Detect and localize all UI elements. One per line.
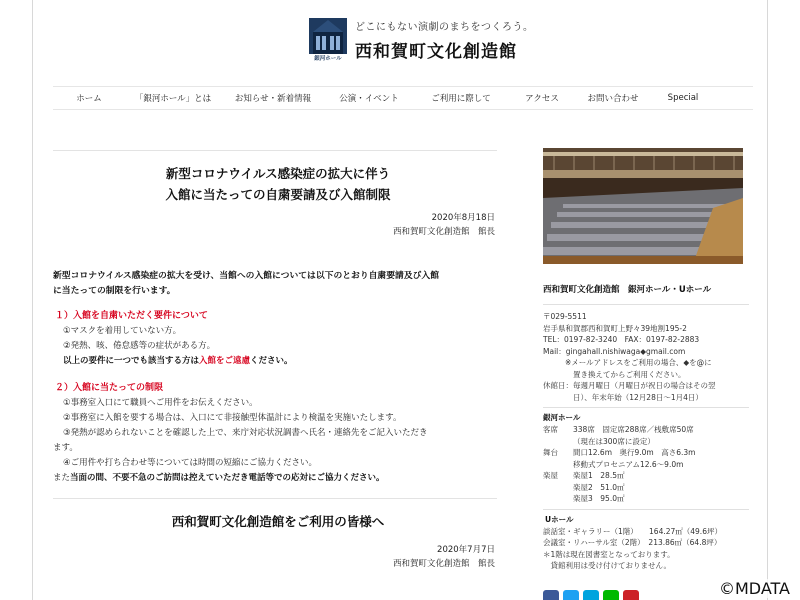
nav-news[interactable]: お知らせ・新着情報 (234, 94, 312, 104)
section1-item: ①マスクを着用していない方。 (63, 326, 182, 336)
sidebar (543, 148, 749, 572)
spec-row (543, 493, 749, 505)
address: 岩手県和賀郡西和賀町上野々39地割195-2 (543, 323, 687, 333)
section2-item: ④ご用件や打ち合わせ等については時間の短縮にご協力ください。 (63, 458, 317, 468)
postal-code: 〒029-5511 (543, 312, 587, 321)
spec-row (543, 470, 749, 482)
ginga-hall-heading: 銀河ホール (543, 413, 581, 422)
section2-closing (53, 471, 503, 486)
u-hall-spec (543, 526, 749, 572)
notice2-title: 西和賀町文化創造館をご利用の皆様へ (171, 514, 385, 529)
tel-fax: TEL：0197-82-3240 FAX：0197-82-2883 (543, 335, 700, 344)
notice-intro (53, 269, 503, 299)
notice-date: 2020年8月18日 (431, 213, 495, 223)
u-hall-row: 談話室・ギャラリー（1階） 164.27㎡（49.6坪） (543, 526, 722, 536)
divider (53, 150, 497, 151)
nav-contact[interactable]: お問い合わせ (587, 94, 639, 104)
u-hall-note: ＊1階は現在図書室となっております。 (543, 549, 675, 559)
spec-key: 舞台 (543, 448, 558, 457)
section2-closing-bold: 当面の間、不要不急のご訪問は控えていただき電話等での応対にご協力ください。 (70, 473, 385, 483)
mail-note: ※メールアドレスをご利用の場合、◆を@に (565, 358, 712, 367)
spec-value: 楽屋2 51.0㎡ (573, 482, 625, 492)
u-hall-row: 会議室・リハーサル室（2階） 213.86㎡（64.8坪） (543, 538, 722, 547)
closed-days-cont: 日）、年末年始（12月28日～1月4日） (573, 392, 703, 402)
notice-title-line1: 新型コロナウイルス感染症の拡大に伴う (165, 166, 391, 181)
site-logo[interactable] (307, 16, 534, 64)
u-hall-note: 貸館利用は受け付けておりません。 (543, 561, 671, 570)
section1-heading: １）入館を自粛いただく要件について (55, 311, 208, 321)
notice-signature: 西和賀町文化創造館 館長 (392, 227, 495, 237)
section1-note-post: ください。 (250, 356, 293, 366)
spec-row (543, 424, 749, 436)
share-buttons (543, 590, 643, 600)
notice2-date: 2020年7月7日 (437, 545, 495, 555)
nav-access[interactable]: アクセス (525, 94, 559, 104)
section1-item: ②発熱、咳、倦怠感等の症状がある方。 (63, 341, 216, 351)
facebook-share-icon[interactable] (543, 590, 559, 600)
notice-title (53, 163, 503, 205)
site-title: 西和賀町文化創造館 (355, 42, 517, 62)
mail-address: Mail：gingahall.nishiwaga◆gmail.com (543, 346, 686, 356)
mail-note: 置き換えてからご利用ください。 (573, 369, 686, 379)
intro-line1: 新型コロナウイルス感染症の拡大を受け、当館への入館については以下のとおり自粛要請及び入館 (53, 271, 440, 281)
global-nav (53, 86, 753, 110)
spec-value: 移動式プロセニアム12.6～9.0m (573, 459, 684, 469)
spec-value: （現在は300席に設定） (573, 436, 655, 446)
spec-value: 楽屋3 95.0㎡ (573, 494, 625, 503)
spec-key: 客席 (543, 425, 558, 434)
spec-value: 楽屋1 28.5㎡ (573, 471, 625, 480)
site-header (33, 0, 767, 84)
spec-value: 338席 固定席288席／桟敷席50席 (573, 425, 694, 434)
spec-key: 楽屋 (543, 471, 558, 480)
spec-row (543, 447, 749, 459)
divider (543, 304, 749, 305)
section2-item: ②事務室に入館を要する場合は、入口にて非接触型体温計により検温を実施いたします。 (63, 413, 402, 423)
sidebar-facility-name: 西和賀町文化創造館 銀河ホール・Uホール (543, 285, 712, 295)
spec-value: 間口12.6m 奥行9.0m 高さ6.3m (573, 448, 696, 457)
nav-about-ginga-hall[interactable]: 「銀河ホール」とは (134, 94, 212, 104)
hatena-share-icon[interactable] (583, 590, 599, 600)
spec-row (543, 459, 749, 471)
section1-note-pre: 以上の要件に一つでも該当する方は (63, 356, 200, 366)
notice-title-line2: 入館に当たっての自粛要請及び入館制限 (165, 187, 391, 202)
emblem-text: 銀河ホール (314, 56, 342, 62)
closed-days: 休館日：毎週月曜日（月曜日が祝日の場合はその翌 (543, 381, 716, 390)
section2-item: ①事務室入口にて職員へご用件をお伝えください。 (63, 398, 258, 408)
spec-row (543, 482, 749, 494)
nav-home[interactable]: ホーム (76, 94, 102, 104)
divider (543, 407, 749, 408)
section1-note-emphasis: 入館をご遠慮 (199, 356, 251, 366)
section2-closing-pre: また (53, 473, 71, 483)
nav-special[interactable]: Special (667, 93, 699, 103)
divider (53, 498, 497, 499)
intro-line2: に当たっての制限を行います。 (53, 286, 176, 296)
page (32, 0, 768, 600)
pocket-share-icon[interactable] (623, 590, 639, 600)
divider (543, 509, 749, 510)
notice2-signature: 西和賀町文化創造館 館長 (392, 559, 495, 569)
main-content (53, 150, 503, 571)
facility-contact (543, 311, 749, 403)
hall-interior-photo (543, 148, 743, 264)
twitter-share-icon[interactable] (563, 590, 579, 600)
nav-events[interactable]: 公演・イベント (339, 94, 399, 104)
section1-note (53, 354, 503, 369)
u-hall-heading: Uホール (545, 514, 574, 524)
line-share-icon[interactable] (603, 590, 619, 600)
section2-heading: ２）入館に当たっての制限 (55, 383, 164, 393)
copyright-watermark: ©MDATA (718, 579, 790, 598)
section2-item-cont: ます。 (53, 443, 78, 453)
nav-usage[interactable]: ご利用に際して (431, 94, 491, 104)
section2-item: ③発熱が認められないことを確認した上で、来庁対応状況調書へ氏名・連絡先をご記入いただき (63, 428, 428, 438)
ginga-hall-emblem-icon (307, 16, 349, 64)
site-tagline: どこにもない演劇のまちをつくろう。 (355, 22, 534, 33)
spec-row (543, 436, 749, 448)
